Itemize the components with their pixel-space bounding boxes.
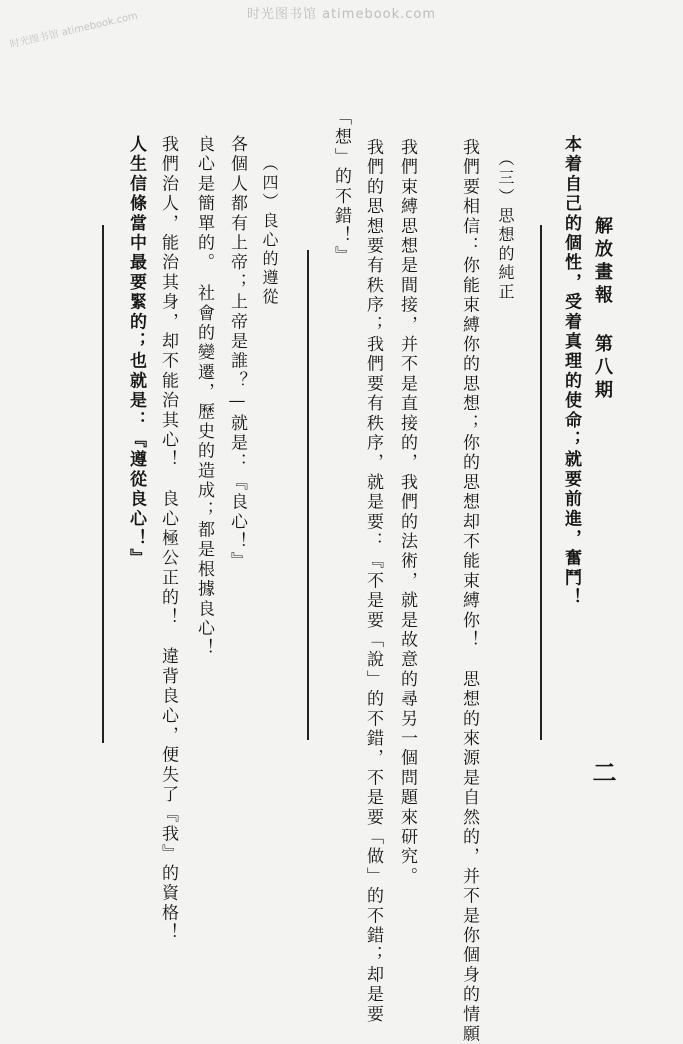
section4-title: （四）良心的遵從	[260, 155, 279, 307]
section4-line-3: 我們治人，能治其身，却不能治其心！ 良心極公正的！ 違背良心，便失了『我』的資格！	[158, 135, 178, 943]
divider-rule-left	[102, 225, 104, 743]
intro-line: 本着自己的個性，受着真理的使命；就要前進，奮鬥！	[561, 135, 581, 608]
section4-line-2: 良心是簡單的。 社會的變遷，歷史的造成；都是根據良心！	[194, 135, 214, 659]
section3-line-2: 我們束縛思想是間接，并不是直接的，我們的法術，就是故意的尋另一個問題來研究。	[397, 138, 417, 887]
watermark-diagonal: 时光图书馆 atimebook.com	[8, 10, 139, 51]
section3-line-3: 我們的思想要有秩序；我們要有秩序，就是要：『不是要「說」的不錯，不是要「做」的不錯；却是要	[363, 138, 383, 1025]
section4-line-1: 各個人都有上帝；上帝是誰？—就是：『良心！』	[227, 135, 247, 572]
section3-line-4: 「想」的不錯！』	[331, 108, 351, 266]
divider-rule-right	[540, 225, 542, 740]
page-number: 二	[588, 760, 617, 784]
section4-line-4: 人生信條當中最要緊的；也就是：『遵從良心！』	[126, 135, 146, 569]
section3-title: （三）思想的純正	[496, 150, 515, 302]
section3-line-1: 我們要相信：你能束縛你的思想；你的思想却不能束縛你！ 思想的來源是自然的，并不是你個身的情願	[459, 138, 479, 1044]
watermark-top: 时光图书馆 atimebook.com	[246, 7, 437, 22]
divider-rule-middle	[307, 250, 309, 740]
magazine-header: 解放畫報 第八期	[592, 216, 613, 403]
